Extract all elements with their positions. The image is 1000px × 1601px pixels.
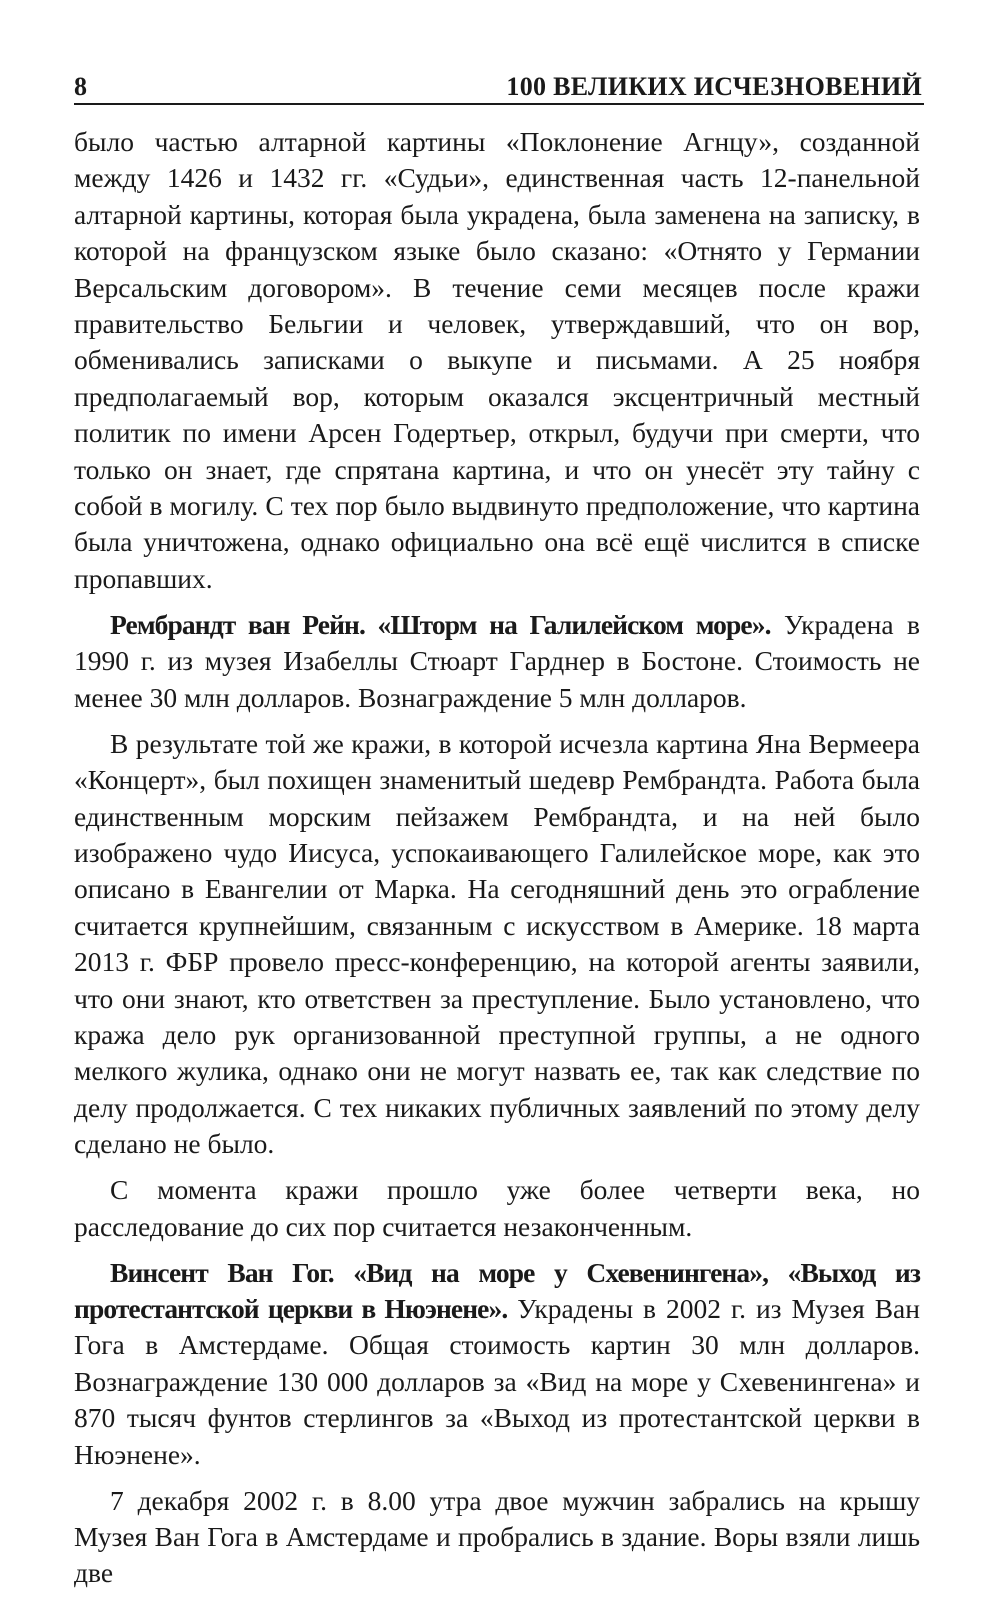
paragraph — [74, 607, 920, 716]
body-text — [74, 124, 920, 1601]
paragraph-text: Украдена в 1990 г. из музея Изабеллы Стюарт Гарднер в Бостоне. Стоимость не менее 30 млн долларов. Вознаграждение 5 млн долларов. — [74, 608, 920, 713]
paragraph-text: было частью алтарной картины «Поклонение Агнцу», созданной между 1426 и 1432 гг. «Судьи», единственная часть 12-панельной алтарной картины, которая была украдена, была заменена на записку, в которой на французском языке было сказано: «Отнято у Германии Версальским договором». В течение семи месяцев после кражи правительство Бельгии и человек, утверждавший, что он вор, обменивались записками о выкупе и письмами. А 25 ноября предполагаемый вор, которым оказался эксцентричный местный политик по имени Арсен Годертьер, открыл, будучи при смерти, что только он знает, где спрятана картина, и что он унесёт эту тайну с собой в могилу. С тех пор было выдвинуто предположение, что картина была уничтожена, однако официально она всё ещё числится в списке пропавших. — [74, 126, 920, 594]
page-number: 8 — [74, 72, 87, 101]
paragraph — [74, 726, 920, 1163]
paragraph-text: 7 декабря 2002 г. в 8.00 утра двое мужчин забрались на крышу Музея Ван Гога в Амстердаме и пробрались в здание. Воры взяли лишь две — [74, 1484, 920, 1589]
artwork-heading: Рембрандт ван Рейн. «Шторм на Галилейском море». — [110, 608, 771, 640]
paragraph-text: В результате той же кражи, в которой исчезла картина Яна Вермеера «Концерт», был похищен знаменитый шедевр Рембрандта. Работа была единственным морским пейзажем Рембрандта, и на ней было изображено чудо Иисуса, успокаивающего Галилейское море, как это описано в Евангелии от Марка. На сегодняшний день это ограбление считается крупнейшим, связанным с искусством в Америке. 18 марта 2013 г. ФБР провело пресс-конференцию, на которой агенты заявили, что они знают, кто ответствен за преступление. Было установлено, что кража дело рук организованной преступной группы, а не одного мелкого жулика, однако они не могут назвать ее, так как следствие по делу продолжается. С тех никаких публичных заявлений по этому делу сделано не было. — [74, 727, 920, 1160]
header-divider — [74, 103, 924, 105]
book-title: 100 ВЕЛИКИХ ИСЧЕЗНОВЕНИЙ — [506, 72, 922, 101]
running-header — [74, 70, 924, 104]
artwork-heading: Винсент Ван Гог. «Вид на море у Схевенингена», «Выход из протестантской церкви в Нюэнене». — [74, 1256, 920, 1324]
paragraph — [74, 124, 920, 597]
paragraph — [74, 1172, 920, 1245]
paragraph-text: С момента кражи прошло уже более четверти века, но расследование до сих пор считается незаконченным. — [74, 1174, 920, 1242]
paragraph-text: Украдены в 2002 г. из Музея Ван Гога в Амстердаме. Общая стоимость картин 30 млн долларов. Вознаграждение 130 000 долларов за «Вид на море у Схевенингена» и 870 тысяч фунтов стерлингов за «Выход из протестантской церкви в Нюэнене». — [74, 1292, 920, 1470]
paragraph — [74, 1255, 920, 1473]
paragraph — [74, 1483, 920, 1592]
